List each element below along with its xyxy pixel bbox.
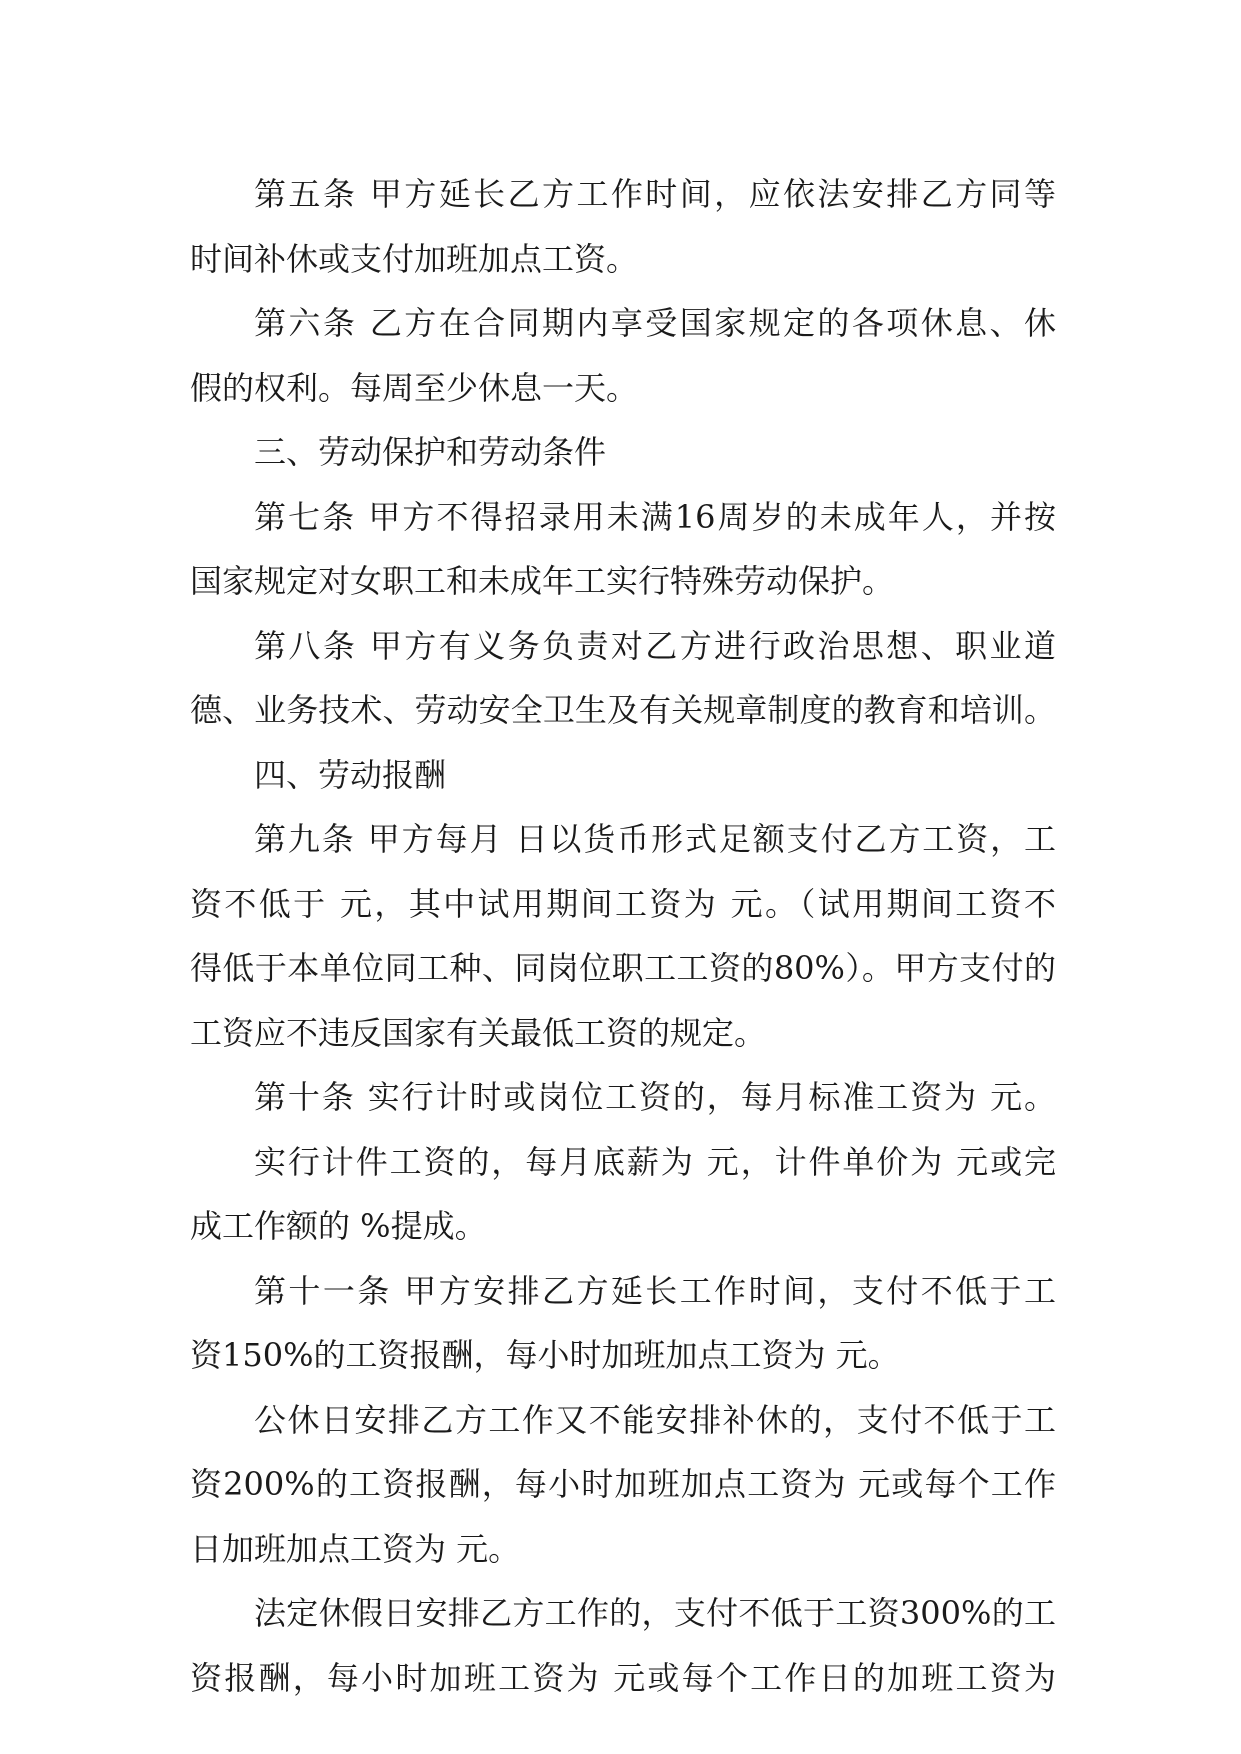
text-line: 假的权利。每周至少休息一天。 (190, 368, 639, 407)
text-line: 公休日安排乙方工作又不能安排补休的，支付不低于工 (254, 1400, 1056, 1439)
text-line: 法定休假日安排乙方工作的，支付不低于工资300%的工 (254, 1594, 1056, 1632)
text-line: 工资应不违反国家有关最低工资的规定。 (190, 1013, 767, 1052)
text-line: 第九条 甲方每月 日以货币形式足额支付乙方工资，工 (254, 820, 1056, 858)
section-heading: 三、劳动保护和劳动条件 (254, 433, 607, 471)
document-body (190, 162, 1056, 1710)
text-line: 日加班加点工资为 元。 (190, 1529, 521, 1568)
text-line: 第十条 实行计时或岗位工资的，每月标准工资为 元。 (254, 1078, 1056, 1116)
text-line: 第五条 甲方延长乙方工作时间，应依法安排乙方同等 (254, 175, 1056, 213)
text-line: 第八条 甲方有义务负责对乙方进行政治思想、职业道 (254, 626, 1056, 665)
text-line: 第七条 甲方不得招录用未满16周岁的未成年人，并按 (254, 497, 1056, 536)
text-line: 实行计件工资的，每月底薪为 元，计件单价为 元或完 (254, 1142, 1056, 1181)
text-line: 资200%的工资报酬，每小时加班加点工资为 元或每个工作 (190, 1465, 1056, 1503)
text-line: 得低于本单位同工种、同岗位职工工资的80%）。甲方支付的 (190, 949, 1056, 987)
text-line: 时间补休或支付加班加点工资。 (190, 239, 639, 278)
text-line: 资不低于 元，其中试用期间工资为 元。（试用期间工资不 (190, 884, 1056, 923)
text-line: 成工作额的 %提成。 (190, 1207, 487, 1245)
text-line: 资报酬，每小时加班工资为 元或每个工作日的加班工资为 (190, 1658, 1056, 1697)
section-heading: 四、劳动报酬 (254, 755, 447, 794)
text-line: 资150%的工资报酬，每小时加班加点工资为 元。 (190, 1336, 900, 1374)
text-line: 第六条 乙方在合同期内享受国家规定的各项休息、休 (254, 304, 1056, 342)
text-line: 德、业务技术、劳动安全卫生及有关规章制度的教育和培训。 (190, 691, 1056, 729)
text-line: 国家规定对女职工和未成年工实行特殊劳动保护。 (190, 562, 895, 600)
text-line: 第十一条 甲方安排乙方延长工作时间，支付不低于工 (254, 1271, 1056, 1310)
